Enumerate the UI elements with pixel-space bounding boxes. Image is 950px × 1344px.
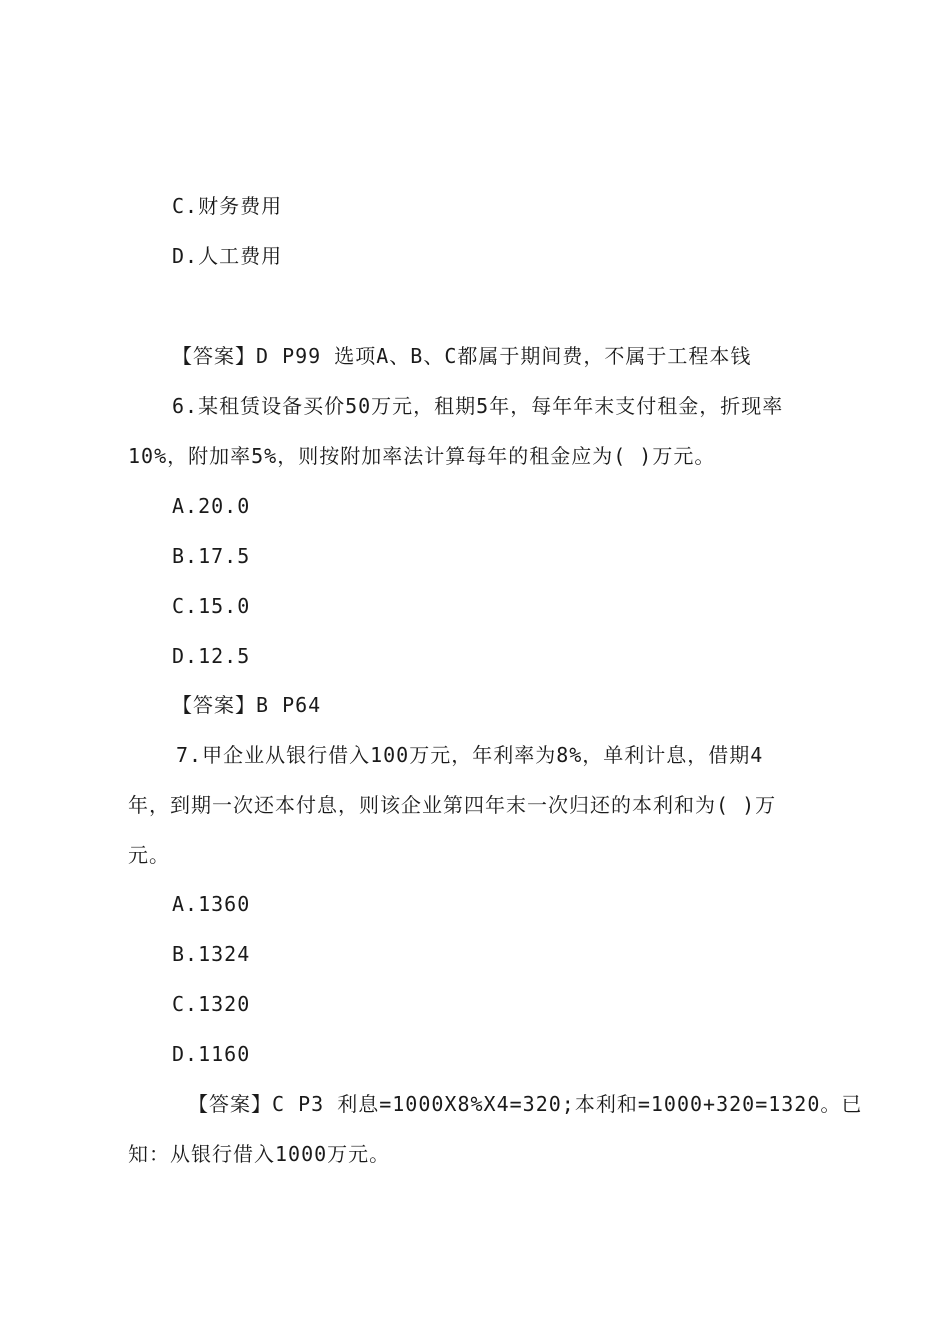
q6-option-c: C.15.0 bbox=[172, 594, 251, 618]
q7-stem-line1: 7.甲企业从银行借入100万元，年利率为8%，单利计息，借期4 bbox=[176, 743, 764, 767]
q7-stem-line2: 年，到期一次还本付息，则该企业第四年末一次归还的本利和为( )万 bbox=[128, 793, 777, 817]
q5-option-b: C.财务费用 bbox=[172, 194, 283, 218]
q7-stem-line3: 元。 bbox=[128, 843, 170, 867]
q5-answer: 【答案】D P99 选项A、B、C都属于期间费，不属于工程本钱 bbox=[172, 344, 752, 368]
q6-stem-line1: 6.某租赁设备买价50万元，租期5年，每年年末支付租金，折现率 bbox=[172, 394, 784, 418]
q6-stem-line2: 10%，附加率5%，则按附加率法计算每年的租金应为( )万元。 bbox=[128, 444, 716, 468]
q7-option-a: A.1360 bbox=[172, 892, 251, 916]
q6-option-b: B.17.5 bbox=[172, 544, 251, 568]
q7-option-b: B.1324 bbox=[172, 942, 251, 966]
q7-option-d: D.1160 bbox=[172, 1042, 251, 1066]
q6-option-d: D.12.5 bbox=[172, 644, 251, 668]
q7-option-c: C.1320 bbox=[172, 992, 251, 1016]
q5-option-c: D.人工费用 bbox=[172, 244, 283, 268]
q7-answer-line2: 知：从银行借入1000万元。 bbox=[128, 1142, 391, 1166]
q6-answer: 【答案】B P64 bbox=[172, 693, 322, 717]
q6-option-a: A.20.0 bbox=[172, 494, 251, 518]
q7-answer-line1: 【答案】C P3 利息=1000X8%X4=320;本利和=1000+320=1320。已 bbox=[188, 1092, 863, 1116]
